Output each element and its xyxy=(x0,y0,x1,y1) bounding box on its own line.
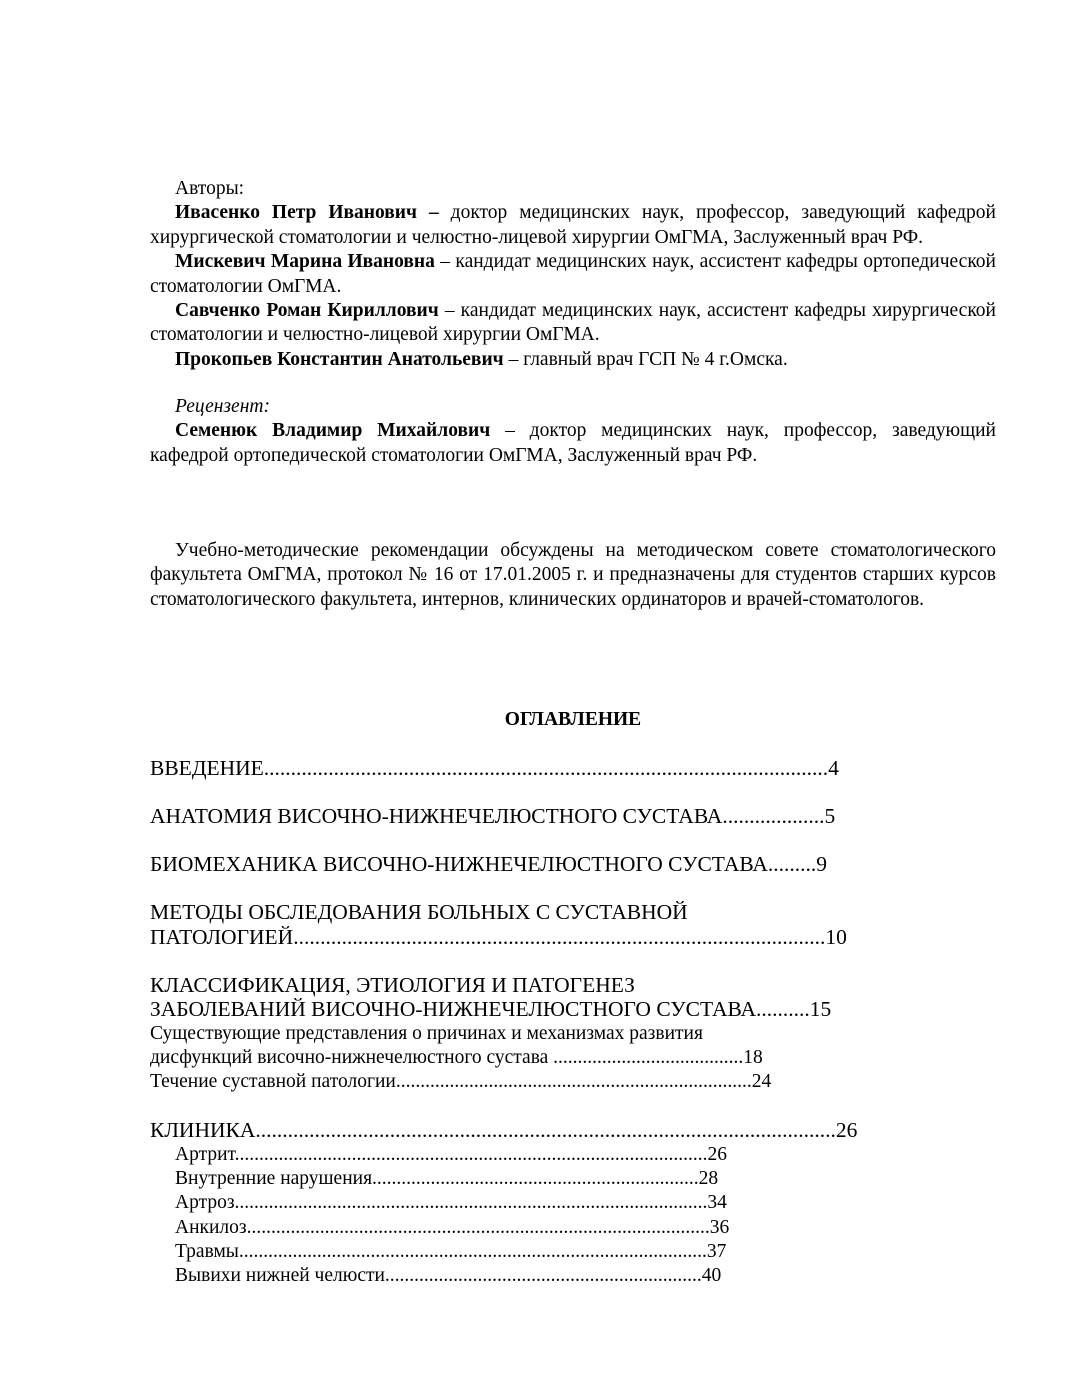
author-description: доктор медицинских наук, профессор, заведующий кафедрой хирургической стоматологии и челюстно-лицевой хирургии ОмГМА, Заслуженный врач РФ. xyxy=(150,202,996,248)
approval-paragraph: Учебно-методические рекомендации обсуждены на методическом совете стоматологического факультета ОмГМА, протокол № 16 от 17.01.2005 г. и предназначены для студентов старших курсов стоматологического факультета, интернов, клинических ординаторов и врачей-стоматологов. xyxy=(150,540,996,610)
author-entry xyxy=(150,348,996,372)
author-name: Прокопьев Константин Анатольевич xyxy=(175,348,504,370)
toc-entry-anatomy: АНАТОМИЯ ВИСОЧНО-НИЖНЕЧЕЛЮСТНОГО СУСТАВА...................5 xyxy=(150,804,836,828)
authors-heading: Авторы: xyxy=(175,178,245,199)
reviewer-section xyxy=(150,395,996,468)
author-entry xyxy=(150,250,996,299)
toc-entry-classification-line2: ЗАБОЛЕВАНИЙ ВИСОЧНО-НИЖНЕЧЕЛЮСТНОГО СУСТАВА..........15 xyxy=(150,997,832,1021)
author-entry xyxy=(150,299,996,348)
toc-entry-clinic: КЛИНИКА............................................................................................................26 xyxy=(150,1118,858,1142)
reviewer-name: Семенюк Владимир Михайлович xyxy=(175,420,491,442)
toc-title: ОГЛАВЛЕНИЕ xyxy=(504,709,642,730)
toc-entry-methods-line2: ПАТОЛОГИЕЙ...................................................................................................10 xyxy=(150,925,847,949)
toc-entry-existing-line1: Существующие представления о причинах и механизмах развития xyxy=(150,1023,703,1044)
toc-entry-intro: ВВЕДЕНИЕ.........................................................................................................4 xyxy=(150,756,839,780)
author-name: Мискевич Марина Ивановна xyxy=(175,251,435,273)
toc-entry-biomechanics: БИОМЕХАНИКА ВИСОЧНО-НИЖНЕЧЕЛЮСТНОГО СУСТАВА.........9 xyxy=(150,852,828,876)
reviewer-heading: Рецензент: xyxy=(175,396,270,417)
author-entry xyxy=(150,201,996,250)
toc-entry-existing-line2: дисфункций височно-нижнечелюстного сустава .......................................18 xyxy=(150,1047,763,1068)
author-description: – кандидат медицинских наук, ассистент кафедры ортопедической стоматологии ОмГМА. xyxy=(150,251,996,297)
toc-subentry: Вывихи нижней челюсти.................................................................40 xyxy=(175,1265,722,1286)
reviewer-entry xyxy=(150,419,996,468)
author-description: – кандидат медицинских наук, ассистент кафедры хирургической стоматологии и челюстно-лицевой хирургии ОмГМА. xyxy=(150,300,996,346)
author-description: – главный врач ГСП № 4 г.Омска. xyxy=(503,348,788,370)
toc-entry-methods-line1: МЕТОДЫ ОБСЛЕДОВАНИЯ БОЛЬНЫХ С СУСТАВНОЙ xyxy=(150,900,688,924)
toc-subentry: Артроз.................................................................................................34 xyxy=(175,1192,727,1213)
toc-subentry: Травмы................................................................................................37 xyxy=(175,1241,727,1262)
reviewer-description: – доктор медицинских наук, профессор, заведующий кафедрой ортопедической стоматологии ОмГМА, Заслуженный врач РФ. xyxy=(150,420,996,466)
toc-entry-course: Течение суставной патологии.........................................................................24 xyxy=(150,1071,772,1092)
authors-section xyxy=(150,177,996,372)
toc-entry-classification-line1: КЛАССИФИКАЦИЯ, ЭТИОЛОГИЯ И ПАТОГЕНЕЗ xyxy=(150,973,635,997)
toc-subentry: Анкилоз...............................................................................................36 xyxy=(175,1217,730,1238)
author-name: Ивасенко Петр Иванович – xyxy=(175,202,439,224)
toc-subentry: Внутренние нарушения...................................................................28 xyxy=(175,1168,719,1189)
author-name: Савченко Роман Кириллович xyxy=(175,300,439,322)
toc-subentry: Артрит.................................................................................................26 xyxy=(175,1144,727,1165)
